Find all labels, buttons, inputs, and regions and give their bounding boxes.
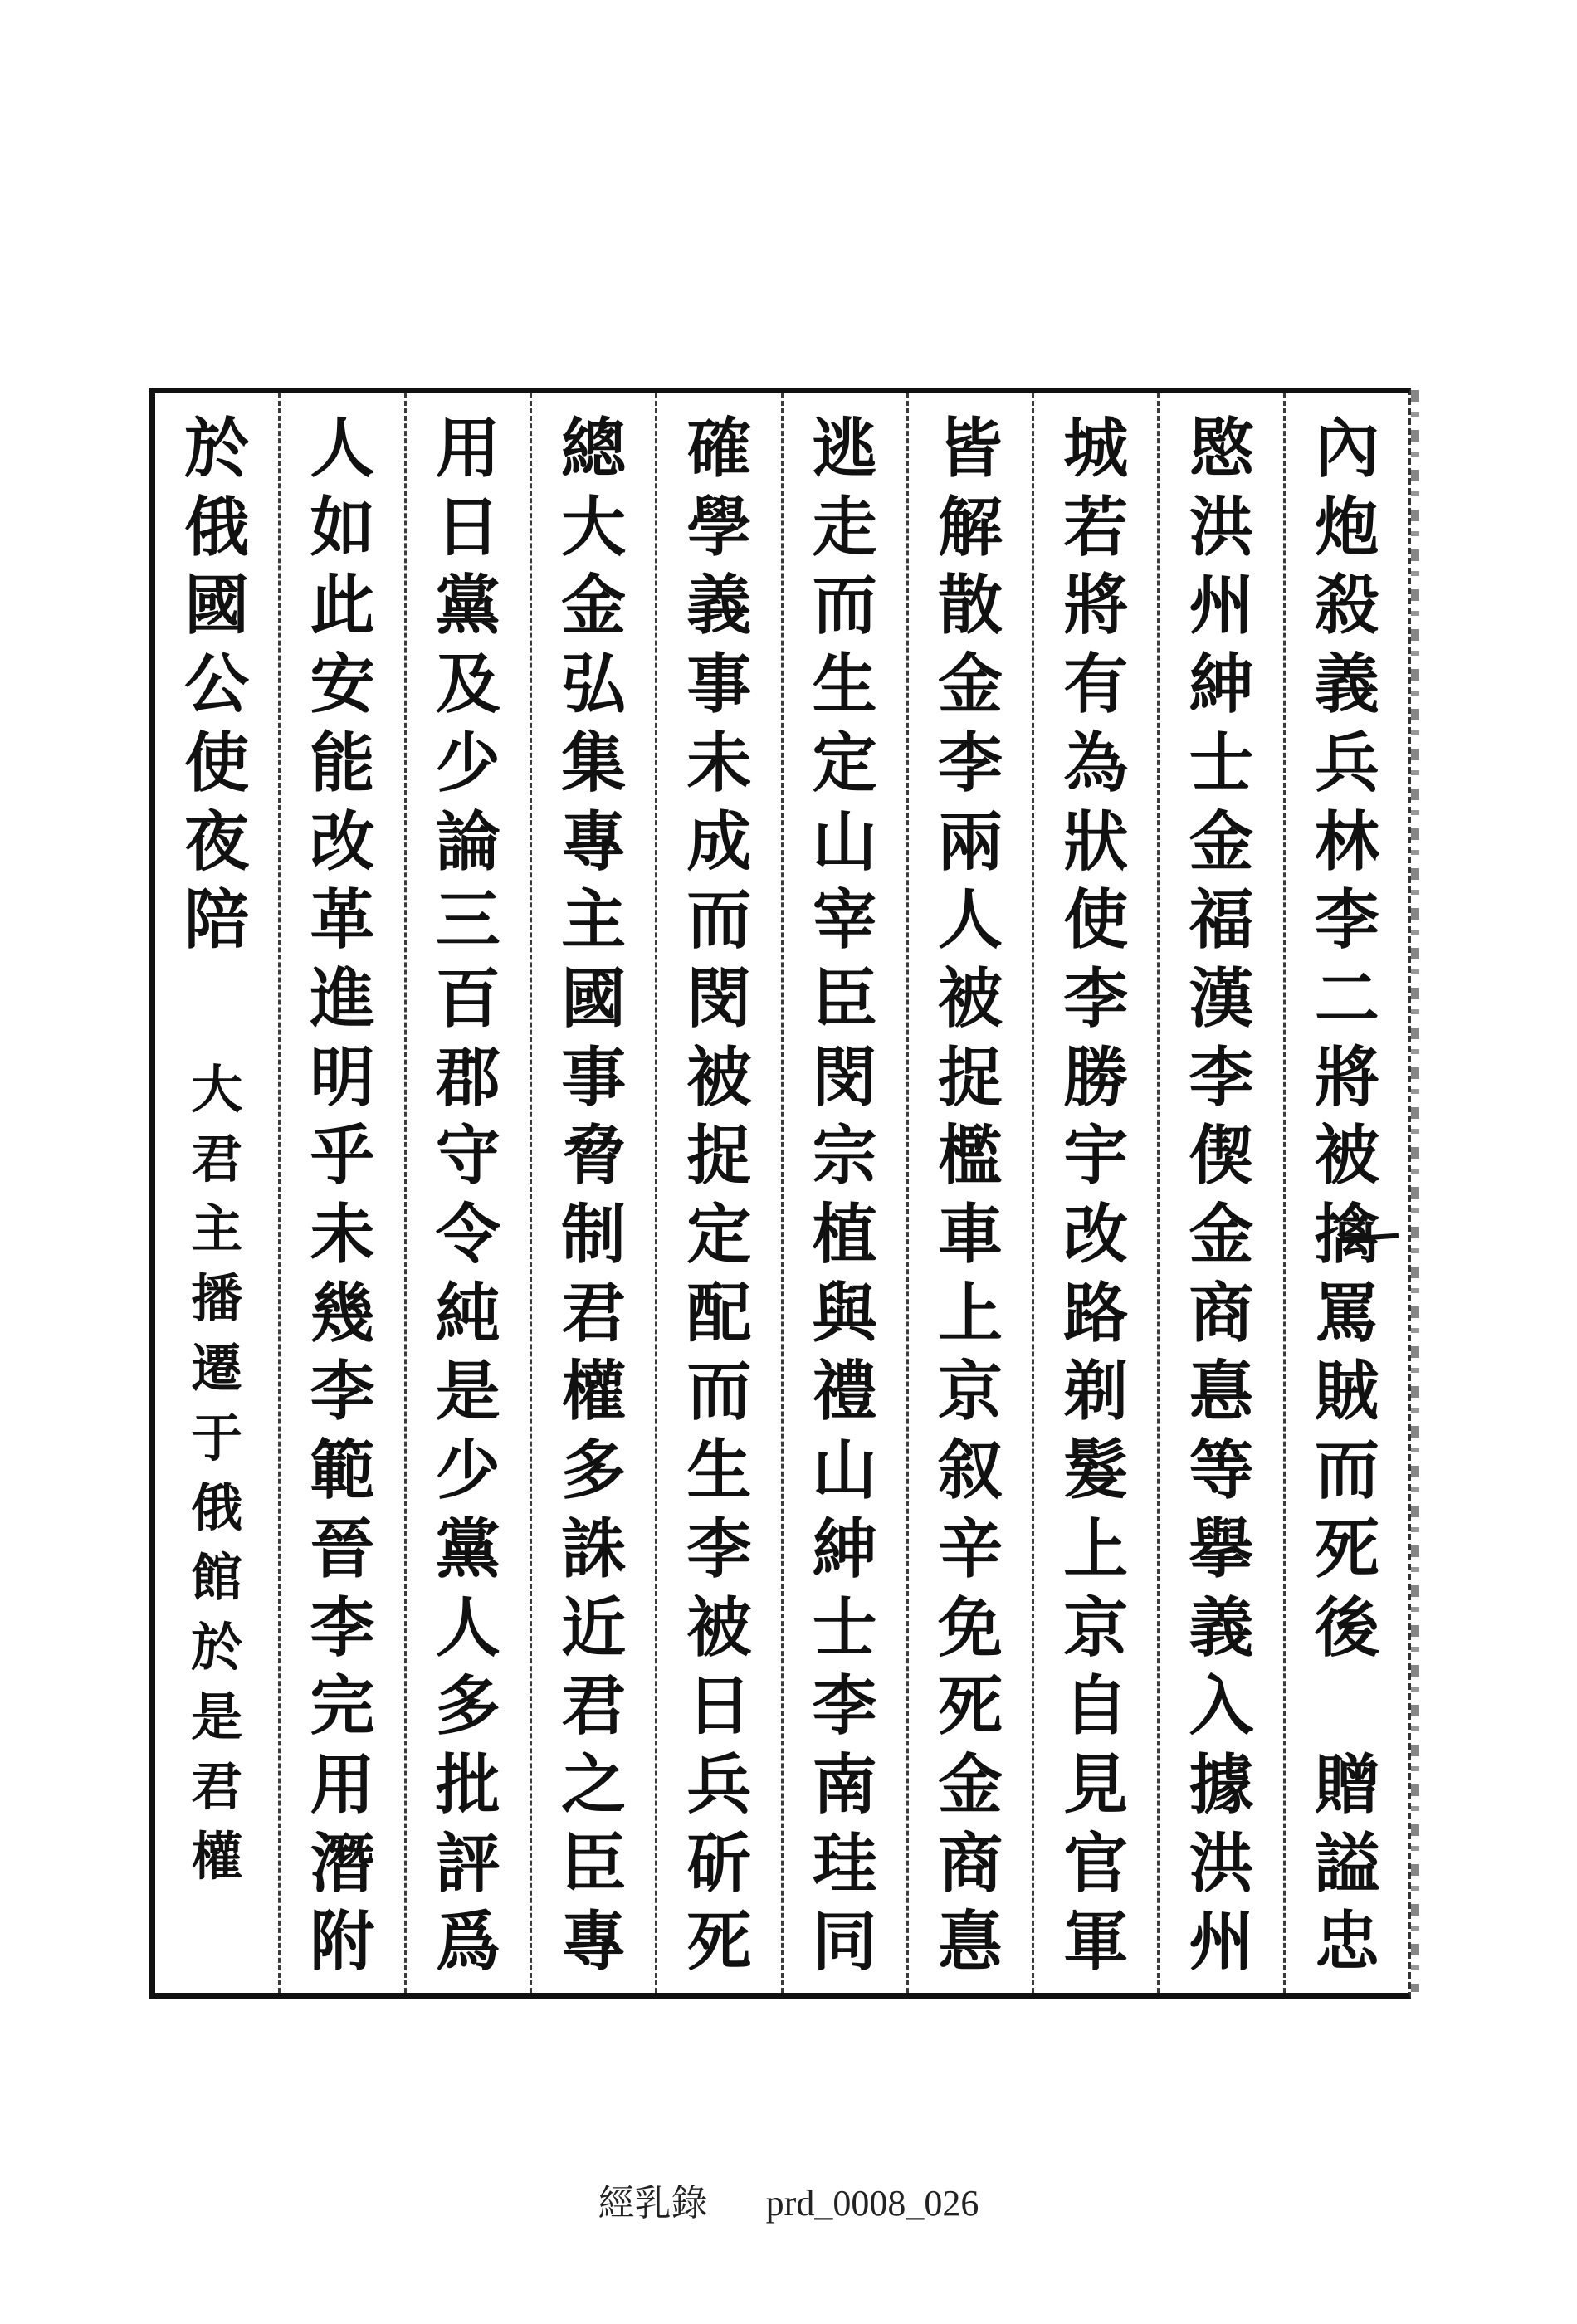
- text-column-4: [906, 393, 1032, 1993]
- page-identifier: prd_0008_026: [765, 2183, 979, 2224]
- text-column-3: [1032, 393, 1157, 1993]
- text-column-6: [655, 393, 780, 1993]
- book-title: 經乳錄: [598, 2183, 708, 2224]
- column-text: 城 若 將 有 為 狀 使 李 勝 宇 改 路 剃 髮 上 京 自 見 官 軍: [1063, 411, 1129, 1980]
- column-text: 內 炮 殺 義 兵 林 李 二 將 被 擒 罵 賊 而 死 後 贈 謚 忠: [1314, 411, 1379, 1980]
- text-column-2: [1157, 393, 1282, 1993]
- column-text: 逃 走 而 生 定 山 宰 臣 閔 宗 植 與 禮 山 紳 士 李 南 珪 同: [812, 411, 877, 1980]
- column-text: 總 大 金 弘 集 專 主 國 事 脅 制 君 權 多 誅 近 君 之 臣 專: [561, 411, 627, 1980]
- text-column-8: [404, 393, 530, 1993]
- column-note-text: 大 君 主 播 遷 于 俄 館 於 是 君 權: [191, 1058, 243, 1887]
- page-footer: [0, 2173, 1577, 2226]
- column-text: 人 如 此 安 能 改 革 進 明 乎 未 幾 李 範 晉 李 完 用 潛 附: [310, 411, 375, 1980]
- text-column-5: [781, 393, 906, 1993]
- text-column-1: [1283, 393, 1409, 1993]
- text-column-9: [278, 393, 403, 1993]
- text-column-7: [530, 393, 655, 1993]
- text-columns: [155, 393, 1409, 1993]
- frame-edge-marks: [1411, 390, 1419, 1992]
- column-text: 愍 洪 州 紳 士 金 福 漢 李 偰 金 商 惪 等 擧 義 入 據 洪 州: [1189, 411, 1254, 1980]
- column-text: 用 日 黨 及 少 論 三 百 郡 守 令 純 是 少 黨 人 多 批 評 爲: [435, 411, 500, 1980]
- column-text: 確 學 義 事 未 成 而 閔 被 捉 定 配 而 生 李 被 日 兵 斫 死: [686, 411, 752, 1980]
- column-text: 於 俄 國 公 使 夜 陪: [184, 411, 250, 959]
- column-text: 皆 解 散 金 李 兩 人 被 捉 檻 車 上 京 叙 辛 免 死 金 商 惪: [937, 411, 1003, 1980]
- text-column-10: [155, 393, 278, 1993]
